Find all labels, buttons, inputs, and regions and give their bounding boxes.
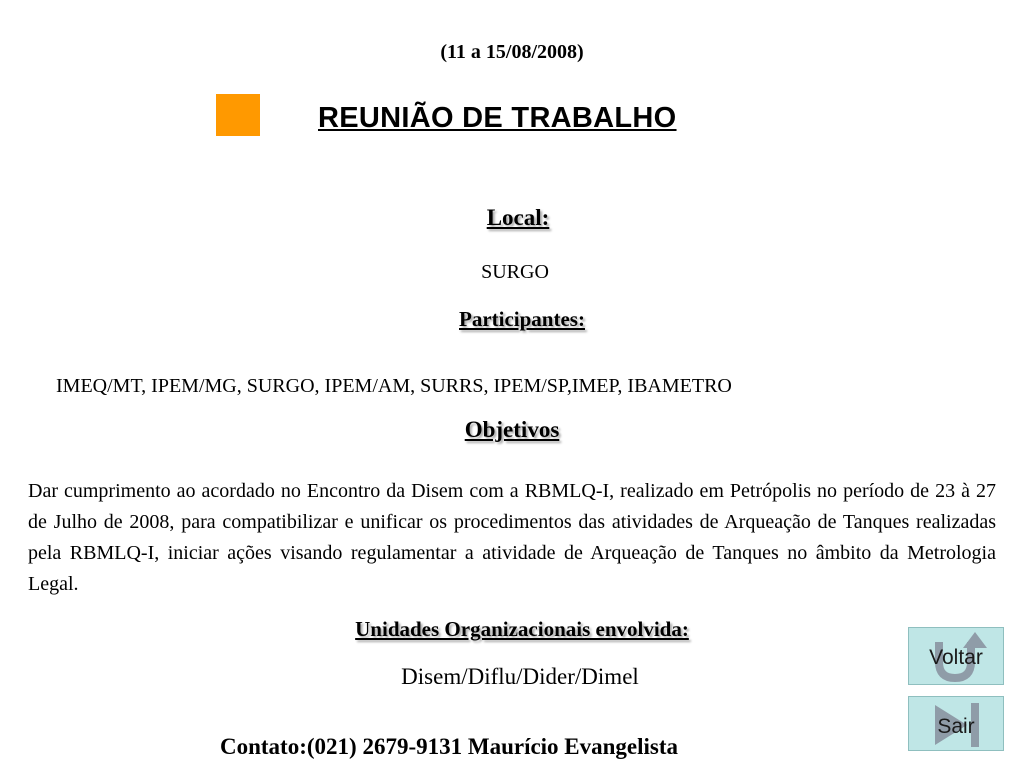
page-title: REUNIÃO DE TRABALHO xyxy=(318,102,677,134)
objectives-heading: Objetivos xyxy=(464,417,560,442)
voltar-label: Voltar xyxy=(929,646,983,669)
local-value: SURGO xyxy=(481,261,549,283)
units-heading: Unidades Organizacionais envolvida: xyxy=(355,617,689,641)
sair-button[interactable] xyxy=(908,696,1004,751)
orange-bullet-square xyxy=(216,94,260,136)
voltar-button[interactable] xyxy=(908,627,1004,685)
participants-heading: Participantes: xyxy=(459,307,585,331)
date-range: (11 a 15/08/2008) xyxy=(440,41,584,63)
contact-line: Contato:(021) 2679-9131 Maurício Evangelista xyxy=(220,734,679,759)
participants-value: IMEQ/MT, IPEM/MG, SURGO, IPEM/AM, SURRS, IPEM/SP,IMEP, IBAMETRO xyxy=(56,375,732,397)
local-heading: Local: xyxy=(486,205,550,230)
units-value: Disem/Diflu/Dider/Dimel xyxy=(401,664,639,689)
objectives-text: Dar cumprimento ao acordado no Encontro da Disem com a RBMLQ-I, realizado em Petrópolis no período de 23 à 27 de Julho de 2008, para compatibilizar e unificar os procedimentos das atividades de Arqueação de Tanques realizadas pela RBMLQ-I, iniciar ações visando regulamentar a atividade de Arqueação de Tanques no âmbito da Metrologia Legal. xyxy=(28,480,996,595)
sair-label: Sair xyxy=(937,715,975,738)
